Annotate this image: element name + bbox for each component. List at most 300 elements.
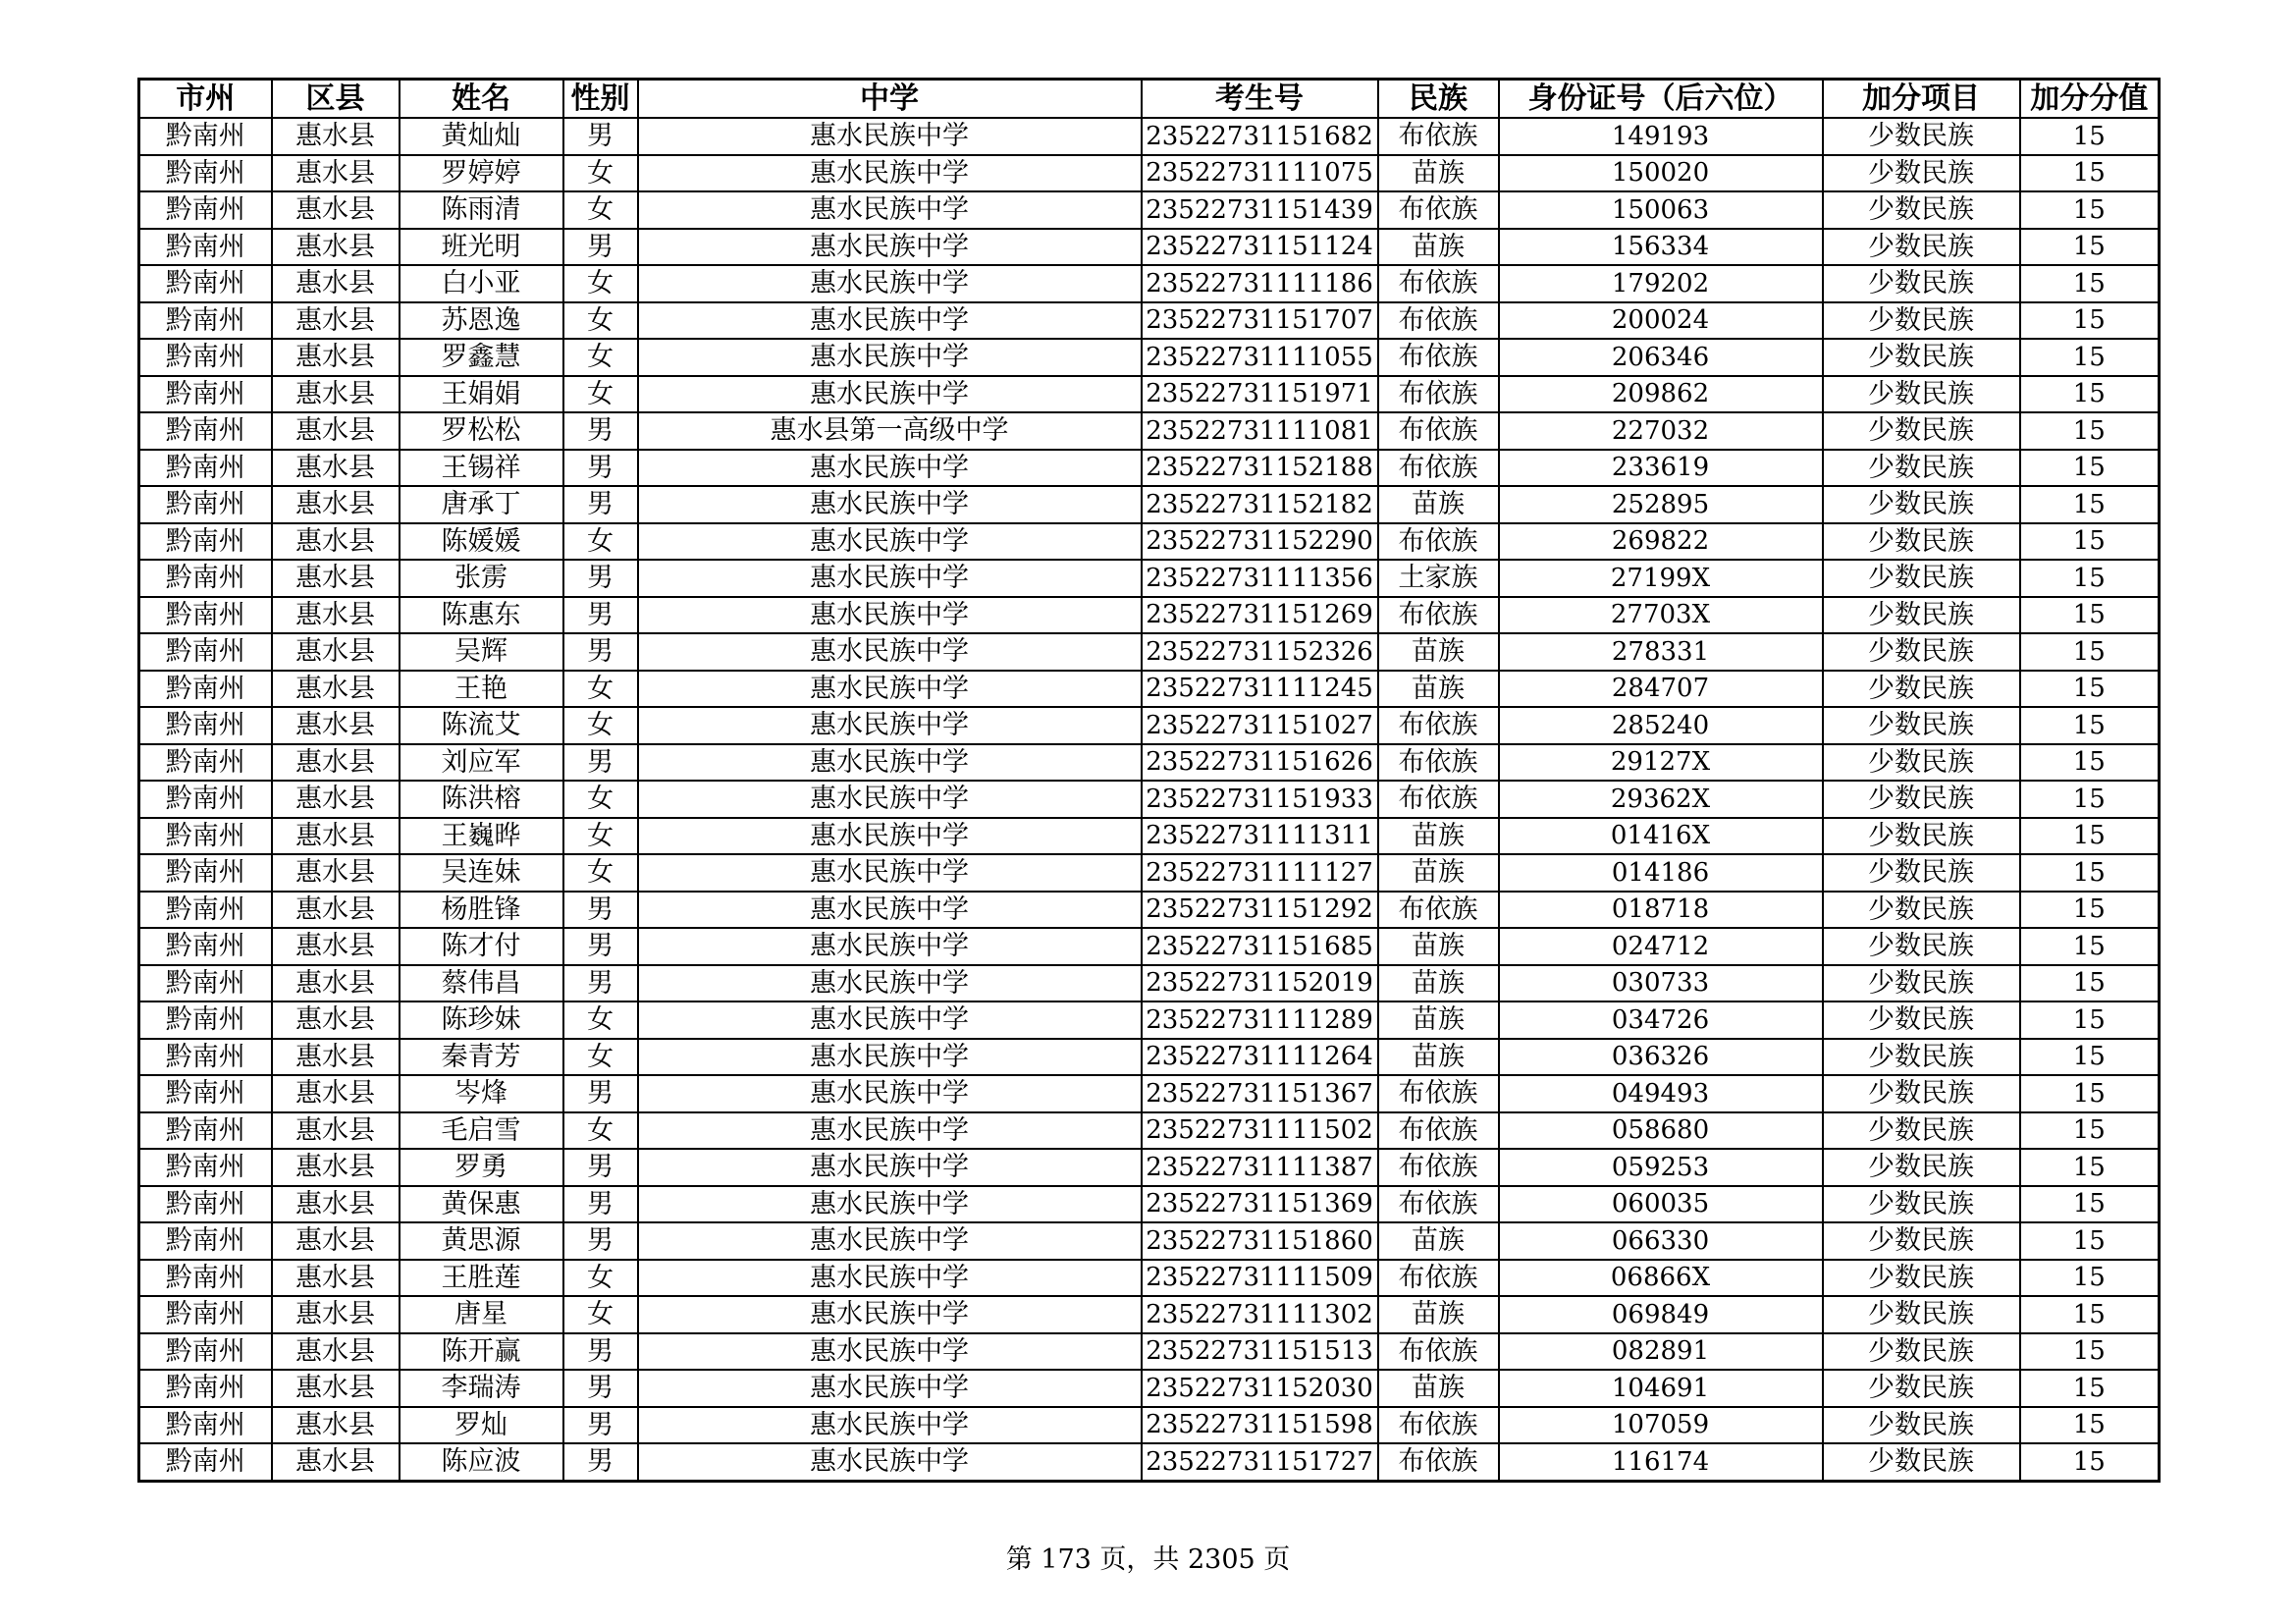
cell-bonus-value: 15 [2020, 1222, 2160, 1260]
cell-exam-number: 23522731151292 [1142, 892, 1378, 929]
cell-ethnicity: 布依族 [1378, 1443, 1499, 1481]
cell-bonus-item: 少数民族 [1823, 1407, 2020, 1444]
cell-ethnicity: 布依族 [1378, 781, 1499, 818]
cell-city: 黔南州 [139, 191, 272, 229]
cell-ethnicity: 布依族 [1378, 744, 1499, 782]
cell-school: 惠水民族中学 [638, 1112, 1142, 1150]
cell-ethnicity: 布依族 [1378, 1407, 1499, 1444]
cell-bonus-value: 15 [2020, 744, 2160, 782]
cell-school: 惠水民族中学 [638, 707, 1142, 744]
cell-bonus-item: 少数民族 [1823, 302, 2020, 340]
cell-name: 刘应军 [400, 744, 563, 782]
cell-county: 惠水县 [272, 818, 400, 855]
table-row [139, 1296, 2160, 1333]
cell-ethnicity: 苗族 [1378, 965, 1499, 1002]
table-row [139, 1407, 2160, 1444]
cell-gender: 女 [563, 1296, 638, 1333]
cell-name: 班光明 [400, 229, 563, 266]
cell-name: 白小亚 [400, 265, 563, 302]
cell-gender: 男 [563, 928, 638, 965]
cell-school: 惠水民族中学 [638, 1333, 1142, 1371]
table-body [139, 118, 2160, 1481]
cell-bonus-value: 15 [2020, 1001, 2160, 1039]
cell-bonus-item: 少数民族 [1823, 671, 2020, 708]
header-id-last-six: 身份证号（后六位） [1499, 80, 1823, 119]
table-row [139, 229, 2160, 266]
cell-ethnicity: 布依族 [1378, 376, 1499, 413]
cell-name: 岑烽 [400, 1075, 563, 1112]
cell-county: 惠水县 [272, 854, 400, 892]
cell-gender: 女 [563, 376, 638, 413]
cell-county: 惠水县 [272, 302, 400, 340]
cell-county: 惠水县 [272, 1149, 400, 1186]
table-row [139, 302, 2160, 340]
cell-exam-number: 23522731151598 [1142, 1407, 1378, 1444]
cell-id-last-six: 150020 [1499, 155, 1823, 192]
cell-ethnicity: 苗族 [1378, 1296, 1499, 1333]
cell-gender: 男 [563, 450, 638, 487]
cell-name: 唐星 [400, 1296, 563, 1333]
cell-bonus-value: 15 [2020, 155, 2160, 192]
cell-bonus-item: 少数民族 [1823, 486, 2020, 523]
cell-exam-number: 23522731152182 [1142, 486, 1378, 523]
cell-gender: 男 [563, 486, 638, 523]
cell-county: 惠水县 [272, 1333, 400, 1371]
cell-gender: 男 [563, 560, 638, 597]
cell-name: 罗婷婷 [400, 155, 563, 192]
header-school: 中学 [638, 80, 1142, 119]
cell-school: 惠水民族中学 [638, 191, 1142, 229]
cell-bonus-item: 少数民族 [1823, 191, 2020, 229]
cell-exam-number: 23522731111387 [1142, 1149, 1378, 1186]
table-row [139, 633, 2160, 671]
cell-bonus-value: 15 [2020, 118, 2160, 155]
cell-ethnicity: 布依族 [1378, 450, 1499, 487]
cell-ethnicity: 布依族 [1378, 1260, 1499, 1297]
cell-gender: 女 [563, 1112, 638, 1150]
cell-bonus-value: 15 [2020, 486, 2160, 523]
cell-school: 惠水民族中学 [638, 781, 1142, 818]
cell-school: 惠水民族中学 [638, 597, 1142, 634]
cell-bonus-value: 15 [2020, 633, 2160, 671]
cell-id-last-six: 104691 [1499, 1370, 1823, 1407]
cell-bonus-item: 少数民族 [1823, 1222, 2020, 1260]
cell-bonus-value: 15 [2020, 191, 2160, 229]
table-row [139, 1370, 2160, 1407]
table-row [139, 1149, 2160, 1186]
cell-city: 黔南州 [139, 1296, 272, 1333]
cell-bonus-item: 少数民族 [1823, 1260, 2020, 1297]
cell-county: 惠水县 [272, 155, 400, 192]
cell-name: 杨胜锋 [400, 892, 563, 929]
cell-bonus-item: 少数民族 [1823, 818, 2020, 855]
table-header-row [139, 80, 2160, 119]
cell-ethnicity: 苗族 [1378, 486, 1499, 523]
cell-id-last-six: 06866X [1499, 1260, 1823, 1297]
cell-id-last-six: 060035 [1499, 1186, 1823, 1223]
cell-bonus-value: 15 [2020, 1149, 2160, 1186]
cell-bonus-value: 15 [2020, 1075, 2160, 1112]
cell-county: 惠水县 [272, 118, 400, 155]
cell-school: 惠水民族中学 [638, 818, 1142, 855]
cell-name: 陈流艾 [400, 707, 563, 744]
cell-exam-number: 23522731111356 [1142, 560, 1378, 597]
table-row [139, 744, 2160, 782]
cell-gender: 女 [563, 781, 638, 818]
cell-county: 惠水县 [272, 1407, 400, 1444]
cell-bonus-item: 少数民族 [1823, 928, 2020, 965]
cell-id-last-six: 058680 [1499, 1112, 1823, 1150]
cell-id-last-six: 285240 [1499, 707, 1823, 744]
cell-id-last-six: 284707 [1499, 671, 1823, 708]
cell-gender: 男 [563, 1407, 638, 1444]
cell-city: 黔南州 [139, 1186, 272, 1223]
cell-gender: 男 [563, 965, 638, 1002]
cell-name: 黄保惠 [400, 1186, 563, 1223]
table-row [139, 1039, 2160, 1076]
cell-gender: 男 [563, 1186, 638, 1223]
cell-ethnicity: 布依族 [1378, 892, 1499, 929]
cell-id-last-six: 252895 [1499, 486, 1823, 523]
table-row [139, 155, 2160, 192]
cell-bonus-item: 少数民族 [1823, 1039, 2020, 1076]
cell-city: 黔南州 [139, 302, 272, 340]
cell-id-last-six: 150063 [1499, 191, 1823, 229]
cell-county: 惠水县 [272, 707, 400, 744]
header-gender: 性别 [563, 80, 638, 119]
cell-name: 陈开赢 [400, 1333, 563, 1371]
cell-bonus-value: 15 [2020, 818, 2160, 855]
cell-gender: 女 [563, 339, 638, 376]
cell-exam-number: 23522731111075 [1142, 155, 1378, 192]
header-ethnicity: 民族 [1378, 80, 1499, 119]
cell-county: 惠水县 [272, 229, 400, 266]
cell-id-last-six: 29362X [1499, 781, 1823, 818]
cell-school: 惠水民族中学 [638, 1443, 1142, 1481]
cell-name: 陈媛媛 [400, 523, 563, 561]
cell-bonus-value: 15 [2020, 1260, 2160, 1297]
cell-bonus-value: 15 [2020, 1370, 2160, 1407]
cell-city: 黔南州 [139, 597, 272, 634]
cell-county: 惠水县 [272, 191, 400, 229]
cell-county: 惠水县 [272, 560, 400, 597]
cell-exam-number: 23522731151707 [1142, 302, 1378, 340]
cell-bonus-item: 少数民族 [1823, 265, 2020, 302]
cell-gender: 女 [563, 265, 638, 302]
cell-ethnicity: 苗族 [1378, 229, 1499, 266]
cell-exam-number: 23522731151439 [1142, 191, 1378, 229]
cell-county: 惠水县 [272, 1370, 400, 1407]
table-row [139, 339, 2160, 376]
cell-name: 王锡祥 [400, 450, 563, 487]
cell-county: 惠水县 [272, 486, 400, 523]
cell-id-last-six: 049493 [1499, 1075, 1823, 1112]
cell-name: 陈洪榕 [400, 781, 563, 818]
cell-city: 黔南州 [139, 1260, 272, 1297]
cell-ethnicity: 布依族 [1378, 302, 1499, 340]
cell-bonus-item: 少数民族 [1823, 597, 2020, 634]
cell-name: 王艳 [400, 671, 563, 708]
cell-bonus-value: 15 [2020, 965, 2160, 1002]
cell-name: 罗灿 [400, 1407, 563, 1444]
cell-school: 惠水民族中学 [638, 892, 1142, 929]
cell-city: 黔南州 [139, 744, 272, 782]
cell-ethnicity: 布依族 [1378, 1149, 1499, 1186]
cell-bonus-item: 少数民族 [1823, 744, 2020, 782]
cell-name: 陈雨清 [400, 191, 563, 229]
cell-ethnicity: 布依族 [1378, 597, 1499, 634]
cell-bonus-item: 少数民族 [1823, 781, 2020, 818]
table-row [139, 781, 2160, 818]
cell-id-last-six: 107059 [1499, 1407, 1823, 1444]
cell-county: 惠水县 [272, 339, 400, 376]
cell-id-last-six: 227032 [1499, 412, 1823, 450]
table-row [139, 486, 2160, 523]
cell-id-last-six: 014186 [1499, 854, 1823, 892]
cell-school: 惠水民族中学 [638, 1001, 1142, 1039]
cell-gender: 女 [563, 523, 638, 561]
cell-ethnicity: 布依族 [1378, 339, 1499, 376]
cell-bonus-value: 15 [2020, 523, 2160, 561]
table-row [139, 118, 2160, 155]
cell-exam-number: 23522731151367 [1142, 1075, 1378, 1112]
cell-bonus-item: 少数民族 [1823, 633, 2020, 671]
cell-bonus-item: 少数民族 [1823, 155, 2020, 192]
cell-bonus-item: 少数民族 [1823, 1112, 2020, 1150]
cell-bonus-item: 少数民族 [1823, 1370, 2020, 1407]
cell-gender: 女 [563, 854, 638, 892]
table-row [139, 412, 2160, 450]
cell-gender: 男 [563, 1370, 638, 1407]
cell-bonus-item: 少数民族 [1823, 892, 2020, 929]
cell-bonus-value: 15 [2020, 302, 2160, 340]
cell-gender: 男 [563, 412, 638, 450]
cell-gender: 女 [563, 1001, 638, 1039]
cell-name: 陈惠东 [400, 597, 563, 634]
cell-ethnicity: 苗族 [1378, 1001, 1499, 1039]
cell-county: 惠水县 [272, 781, 400, 818]
cell-exam-number: 23522731151027 [1142, 707, 1378, 744]
cell-ethnicity: 布依族 [1378, 118, 1499, 155]
cell-city: 黔南州 [139, 892, 272, 929]
cell-gender: 女 [563, 191, 638, 229]
cell-name: 陈才付 [400, 928, 563, 965]
cell-exam-number: 23522731151685 [1142, 928, 1378, 965]
cell-name: 罗松松 [400, 412, 563, 450]
cell-id-last-six: 082891 [1499, 1333, 1823, 1371]
cell-bonus-item: 少数民族 [1823, 1149, 2020, 1186]
cell-school: 惠水民族中学 [638, 1039, 1142, 1076]
cell-exam-number: 23522731111509 [1142, 1260, 1378, 1297]
cell-bonus-value: 15 [2020, 229, 2160, 266]
cell-bonus-value: 15 [2020, 1407, 2160, 1444]
cell-bonus-value: 15 [2020, 1296, 2160, 1333]
cell-id-last-six: 149193 [1499, 118, 1823, 155]
cell-school: 惠水民族中学 [638, 265, 1142, 302]
cell-city: 黔南州 [139, 1001, 272, 1039]
cell-city: 黔南州 [139, 1443, 272, 1481]
cell-city: 黔南州 [139, 818, 272, 855]
cell-ethnicity: 布依族 [1378, 265, 1499, 302]
cell-school: 惠水民族中学 [638, 1149, 1142, 1186]
cell-gender: 男 [563, 229, 638, 266]
cell-bonus-item: 少数民族 [1823, 412, 2020, 450]
cell-exam-number: 23522731152030 [1142, 1370, 1378, 1407]
cell-ethnicity: 苗族 [1378, 928, 1499, 965]
cell-ethnicity: 土家族 [1378, 560, 1499, 597]
cell-id-last-six: 116174 [1499, 1443, 1823, 1481]
cell-school: 惠水民族中学 [638, 633, 1142, 671]
header-county: 区县 [272, 80, 400, 119]
cell-school: 惠水县第一高级中学 [638, 412, 1142, 450]
cell-exam-number: 23522731151727 [1142, 1443, 1378, 1481]
cell-bonus-item: 少数民族 [1823, 523, 2020, 561]
table-row [139, 1443, 2160, 1481]
cell-gender: 男 [563, 1333, 638, 1371]
cell-city: 黔南州 [139, 965, 272, 1002]
cell-county: 惠水县 [272, 1296, 400, 1333]
cell-id-last-six: 030733 [1499, 965, 1823, 1002]
cell-county: 惠水县 [272, 1001, 400, 1039]
cell-bonus-item: 少数民族 [1823, 1001, 2020, 1039]
cell-bonus-item: 少数民族 [1823, 450, 2020, 487]
header-city: 市州 [139, 80, 272, 119]
header-name: 姓名 [400, 80, 563, 119]
cell-city: 黔南州 [139, 155, 272, 192]
cell-city: 黔南州 [139, 118, 272, 155]
cell-county: 惠水县 [272, 633, 400, 671]
cell-id-last-six: 206346 [1499, 339, 1823, 376]
table-row [139, 1075, 2160, 1112]
table-row [139, 1001, 2160, 1039]
cell-id-last-six: 269822 [1499, 523, 1823, 561]
cell-county: 惠水县 [272, 412, 400, 450]
cell-ethnicity: 布依族 [1378, 1186, 1499, 1223]
table-row [139, 1112, 2160, 1150]
cell-bonus-item: 少数民族 [1823, 707, 2020, 744]
cell-school: 惠水民族中学 [638, 1260, 1142, 1297]
cell-name: 黄思源 [400, 1222, 563, 1260]
cell-name: 吴连妹 [400, 854, 563, 892]
cell-bonus-value: 15 [2020, 597, 2160, 634]
header-bonus-item: 加分项目 [1823, 80, 2020, 119]
cell-school: 惠水民族中学 [638, 339, 1142, 376]
cell-city: 黔南州 [139, 1222, 272, 1260]
cell-exam-number: 23522731151269 [1142, 597, 1378, 634]
cell-exam-number: 23522731152019 [1142, 965, 1378, 1002]
cell-county: 惠水县 [272, 376, 400, 413]
cell-exam-number: 23522731111186 [1142, 265, 1378, 302]
table-row [139, 1333, 2160, 1371]
cell-name: 秦青芳 [400, 1039, 563, 1076]
table-row [139, 1222, 2160, 1260]
table-row [139, 892, 2160, 929]
cell-exam-number: 23522731111127 [1142, 854, 1378, 892]
table-row [139, 597, 2160, 634]
cell-city: 黔南州 [139, 339, 272, 376]
cell-school: 惠水民族中学 [638, 1370, 1142, 1407]
cell-bonus-value: 15 [2020, 928, 2160, 965]
cell-exam-number: 23522731151971 [1142, 376, 1378, 413]
cell-bonus-value: 15 [2020, 671, 2160, 708]
cell-ethnicity: 布依族 [1378, 412, 1499, 450]
cell-bonus-item: 少数民族 [1823, 1443, 2020, 1481]
table-row [139, 265, 2160, 302]
table-row [139, 818, 2160, 855]
cell-school: 惠水民族中学 [638, 486, 1142, 523]
cell-id-last-six: 156334 [1499, 229, 1823, 266]
bonus-points-table [137, 78, 2161, 1483]
table-row [139, 450, 2160, 487]
table-row [139, 376, 2160, 413]
cell-ethnicity: 苗族 [1378, 155, 1499, 192]
cell-gender: 男 [563, 1149, 638, 1186]
cell-bonus-value: 15 [2020, 1112, 2160, 1150]
cell-exam-number: 23522731111264 [1142, 1039, 1378, 1076]
cell-exam-number: 23522731151124 [1142, 229, 1378, 266]
cell-city: 黔南州 [139, 1075, 272, 1112]
cell-bonus-value: 15 [2020, 376, 2160, 413]
cell-id-last-six: 034726 [1499, 1001, 1823, 1039]
bonus-points-table-container [137, 78, 2158, 1489]
cell-bonus-item: 少数民族 [1823, 560, 2020, 597]
cell-school: 惠水民族中学 [638, 523, 1142, 561]
cell-bonus-value: 15 [2020, 1333, 2160, 1371]
cell-city: 黔南州 [139, 1407, 272, 1444]
cell-bonus-value: 15 [2020, 450, 2160, 487]
table-row [139, 560, 2160, 597]
cell-school: 惠水民族中学 [638, 1407, 1142, 1444]
cell-school: 惠水民族中学 [638, 1296, 1142, 1333]
cell-id-last-six: 29127X [1499, 744, 1823, 782]
cell-county: 惠水县 [272, 523, 400, 561]
cell-bonus-value: 15 [2020, 707, 2160, 744]
table-row [139, 523, 2160, 561]
cell-ethnicity: 苗族 [1378, 1370, 1499, 1407]
cell-id-last-six: 018718 [1499, 892, 1823, 929]
cell-county: 惠水县 [272, 744, 400, 782]
cell-bonus-item: 少数民族 [1823, 1296, 2020, 1333]
cell-gender: 女 [563, 155, 638, 192]
cell-name: 黄灿灿 [400, 118, 563, 155]
cell-name: 唐承丁 [400, 486, 563, 523]
cell-ethnicity: 苗族 [1378, 633, 1499, 671]
header-exam-number: 考生号 [1142, 80, 1378, 119]
cell-exam-number: 23522731111311 [1142, 818, 1378, 855]
table-row [139, 707, 2160, 744]
cell-bonus-value: 15 [2020, 1039, 2160, 1076]
cell-exam-number: 23522731151682 [1142, 118, 1378, 155]
cell-city: 黔南州 [139, 486, 272, 523]
cell-bonus-value: 15 [2020, 781, 2160, 818]
cell-exam-number: 23522731152188 [1142, 450, 1378, 487]
cell-ethnicity: 布依族 [1378, 707, 1499, 744]
cell-bonus-item: 少数民族 [1823, 965, 2020, 1002]
cell-name: 王巍晔 [400, 818, 563, 855]
table-row [139, 928, 2160, 965]
cell-bonus-item: 少数民族 [1823, 376, 2020, 413]
cell-school: 惠水民族中学 [638, 928, 1142, 965]
cell-gender: 男 [563, 744, 638, 782]
cell-city: 黔南州 [139, 376, 272, 413]
cell-exam-number: 23522731111289 [1142, 1001, 1378, 1039]
cell-county: 惠水县 [272, 892, 400, 929]
cell-id-last-six: 059253 [1499, 1149, 1823, 1186]
cell-gender: 男 [563, 1443, 638, 1481]
cell-school: 惠水民族中学 [638, 1186, 1142, 1223]
cell-name: 罗鑫慧 [400, 339, 563, 376]
cell-gender: 男 [563, 1222, 638, 1260]
